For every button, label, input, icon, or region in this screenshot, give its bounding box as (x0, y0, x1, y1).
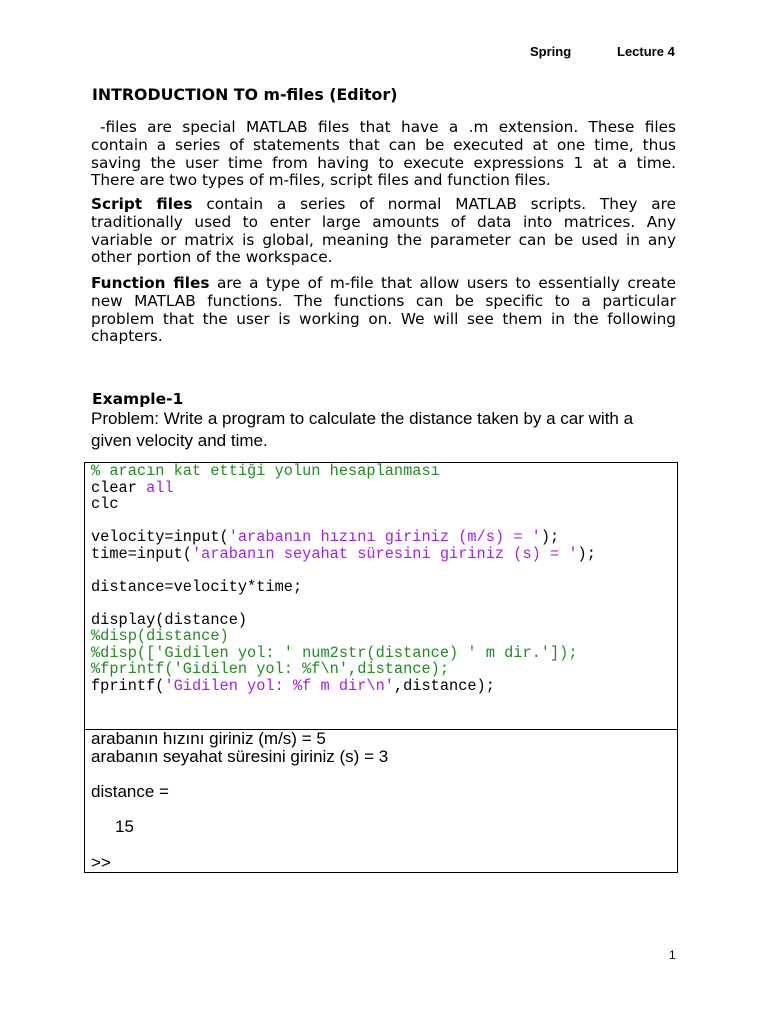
paragraph-line: traditionally used to enter large amounts of data into matrices. Any (91, 212, 676, 231)
paragraph-line: contain a series of statements that can be executed at one time, thus (91, 135, 676, 154)
intro-paragraph (91, 119, 676, 190)
paragraph-line: other portion of the workspace. (91, 248, 333, 267)
code-text: time=input( (91, 544, 192, 563)
command-prompt: >> (91, 852, 111, 872)
code-comment: %disp(distance) (91, 627, 229, 645)
code-comment: % aracın kat ettiği yolun hesaplanması (91, 463, 440, 480)
code-line (91, 496, 677, 513)
page-number: 1 (669, 948, 676, 962)
code-string: 'arabanın seyahat süresini giriniz (s) = ' (191, 544, 578, 563)
paragraph-line: variable or matrix is global, meaning the parameter can be used in any (91, 230, 676, 249)
code-text: ,distance); (393, 676, 495, 695)
code-line (91, 480, 677, 497)
term-function-files: Function files (91, 274, 210, 292)
header-lecture: Lecture 4 (617, 44, 675, 59)
code-line (91, 678, 677, 695)
header-term: Spring (530, 44, 572, 59)
code-text: ); (540, 528, 560, 546)
output-result-value: 15 (115, 817, 134, 837)
output-input-line: arabanın hızını giriniz (m/s) = 5 (91, 729, 326, 748)
code-line (91, 628, 677, 645)
code-text: clear (91, 478, 147, 497)
term-script-files: Script files (91, 195, 193, 213)
code-text: fprintf( (91, 676, 165, 695)
paragraph-line: problem that the user is working on. We will see them in the following (91, 309, 676, 328)
paragraph-line: chapters. (91, 327, 163, 346)
code-line (91, 463, 677, 480)
section-title: INTRODUCTION TO m-files (Editor) (92, 85, 398, 104)
code-blank-line (91, 513, 677, 530)
code-comment: %fprintf('Gidilen yol: %f\n',distance); (91, 660, 450, 678)
output-blank-line (91, 801, 677, 819)
paragraph-line (91, 275, 676, 293)
code-string: 'Gidilen yol: %f m dir\n' (164, 676, 394, 695)
problem-line: Problem: Write a program to calculate the distance taken by a car with a (91, 409, 634, 428)
output-blank-line (91, 836, 677, 854)
output-blank-line (91, 765, 677, 783)
code-line (91, 645, 677, 662)
code-line (91, 612, 677, 629)
code-text: clc (91, 495, 119, 513)
code-string: all (146, 478, 174, 497)
problem-line: given velocity and time. (91, 430, 268, 450)
paragraph-line: saving the user time from having to execute expressions 1 at a time. (91, 153, 676, 172)
paragraph-line: There are two types of m-files, script files and function files. (91, 171, 551, 190)
output-input-line: arabanın seyahat süresini giriniz (s) = 3 (91, 746, 389, 766)
editor-code (85, 463, 677, 729)
paragraph-line (91, 196, 676, 214)
command-window-output (85, 729, 677, 872)
code-comment: %disp(['Gidilen yol: ' num2str(distance) ' m dir.']); (91, 643, 578, 662)
code-line (91, 661, 677, 678)
code-line (91, 546, 677, 563)
example-heading: Example-1 (92, 390, 184, 408)
code-line (91, 529, 677, 546)
problem-statement (91, 408, 633, 451)
code-text: velocity=input( (91, 528, 229, 546)
paragraph-line-text: contain a series of normal MATLAB scripts. They are (206, 195, 676, 213)
code-text: ); (577, 544, 596, 563)
code-blank-line (91, 562, 677, 579)
paragraph-line: new MATLAB functions. The functions can be specific to a particular (91, 291, 676, 310)
code-text: display(distance) (91, 610, 248, 629)
paragraph-line: -files are special MATLAB files that have a .m extension. These files (100, 118, 676, 136)
paragraph-line-text: are a type of m-file that allow users to essentially create (216, 274, 676, 292)
code-blank-line (91, 595, 677, 612)
function-files-paragraph (91, 275, 676, 346)
code-example-box (84, 462, 678, 873)
script-files-paragraph (91, 196, 676, 267)
output-result-label: distance = (91, 782, 169, 802)
code-line (91, 579, 677, 596)
code-string: 'arabanın hızını giriniz (m/s) = ' (228, 528, 541, 546)
code-text: distance=velocity*time; (91, 577, 303, 596)
